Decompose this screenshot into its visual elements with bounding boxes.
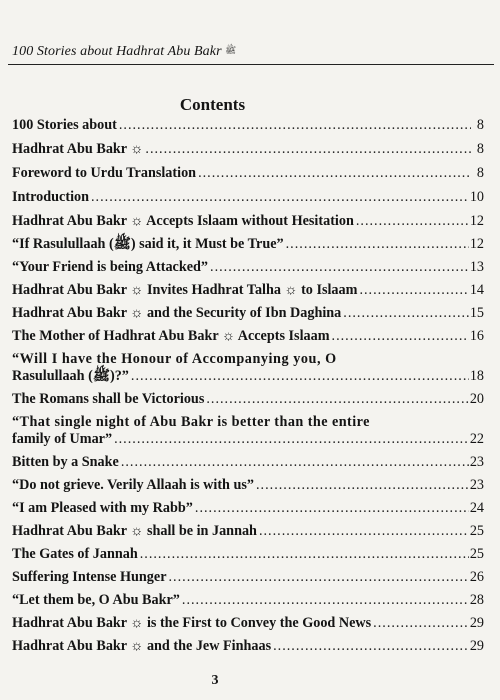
toc-entry: The Mother of Hadhrat Abu Bakr ☼ Accepts Islaam ..... 16	[12, 328, 492, 345]
toc-entry: “That single night of Abu Bakr is better than the entire family of Umar” ..... 22	[12, 414, 492, 448]
toc-page-number: 18	[469, 368, 484, 384]
toc-entry: Hadhrat Abu Bakr ☼ ..... 8	[12, 141, 492, 158]
toc-page-number: 12	[469, 236, 484, 252]
toc-entry: Hadhrat Abu Bakr ☼ Accepts Islaam without Hesitation ..... 12	[12, 213, 492, 230]
toc-entry: Hadhrat Abu Bakr ☼ shall be in Jannah ..... 25	[12, 523, 492, 540]
header-rule	[8, 64, 494, 65]
toc-page-number: 13	[469, 259, 484, 275]
toc-entry: Bitten by a Snake ..... 23	[12, 454, 492, 471]
toc-entry: Hadhrat Abu Bakr ☼ and the Security of Ibn Daghina ..... 15	[12, 305, 492, 322]
honorific-glyph: ﷺ	[225, 45, 237, 55]
toc-page-number: 10	[469, 189, 484, 205]
toc-page-number: 8	[476, 117, 484, 133]
toc-page-number: 29	[469, 638, 484, 654]
toc-page-number: 15	[469, 305, 484, 321]
toc-entry: “I am Pleased with my Rabb” ..... 24	[12, 500, 492, 517]
running-header	[12, 44, 488, 60]
toc-entry: Introduction ..... 10	[12, 189, 492, 206]
toc-page-number: 8	[476, 141, 484, 157]
toc-entry: “Do not grieve. Verily Allaah is with us” ..... 23	[12, 477, 492, 494]
toc-entry: “Your Friend is being Attacked” ..... 13	[12, 259, 492, 276]
toc-page-number: 16	[469, 328, 484, 344]
toc-entry: “Let them be, O Abu Bakr” ..... 28	[12, 592, 492, 609]
toc-page-number: 12	[469, 213, 484, 229]
toc-entry: The Gates of Jannah ..... 25	[12, 546, 492, 563]
toc-entry: Hadhrat Abu Bakr ☼ is the First to Convey the Good News ..... 29	[12, 615, 492, 632]
toc-page-number: 20	[469, 391, 484, 407]
toc-entry: The Romans shall be Victorious ..... 20	[12, 391, 492, 408]
running-header-title: 100 Stories about Hadhrat Abu Bakr	[12, 44, 222, 59]
page-number: 3	[211, 673, 219, 688]
toc-page-number: 28	[469, 592, 484, 608]
toc-page-number: 26	[469, 569, 484, 585]
toc-page-number: 23	[469, 477, 484, 493]
toc-entry: Hadhrat Abu Bakr ☼ and the Jew Finhaas ..... 29	[12, 638, 492, 655]
toc-entry: Hadhrat Abu Bakr ☼ Invites Hadhrat Talha ☼ to Islaam ..... 14	[12, 282, 492, 299]
toc-entry: 100 Stories about ..... 8	[12, 117, 492, 134]
toc-entry: “Will I have the Honour of Accompanying you, O Rasulullaah (ﷺ)?” ..... 18	[12, 351, 492, 385]
contents-heading: Contents	[179, 95, 246, 114]
toc-page-number: 23	[469, 454, 484, 470]
toc-entry: Suffering Intense Hunger ..... 26	[12, 569, 492, 586]
toc-page-number: 25	[469, 546, 484, 562]
toc-page-number: 29	[469, 615, 484, 631]
toc-entry: Foreword to Urdu Translation ..... 8	[12, 165, 492, 182]
toc-page-number: 22	[469, 431, 484, 447]
toc-page-number: 24	[469, 500, 484, 516]
toc-page-number: 8	[476, 165, 484, 181]
table-of-contents	[12, 117, 492, 654]
toc-entry: “If Rasulullaah (ﷺ) said it, it Must be True” ..... 12	[12, 236, 492, 253]
toc-page-number: 14	[469, 282, 484, 298]
toc-page-number: 25	[469, 523, 484, 539]
